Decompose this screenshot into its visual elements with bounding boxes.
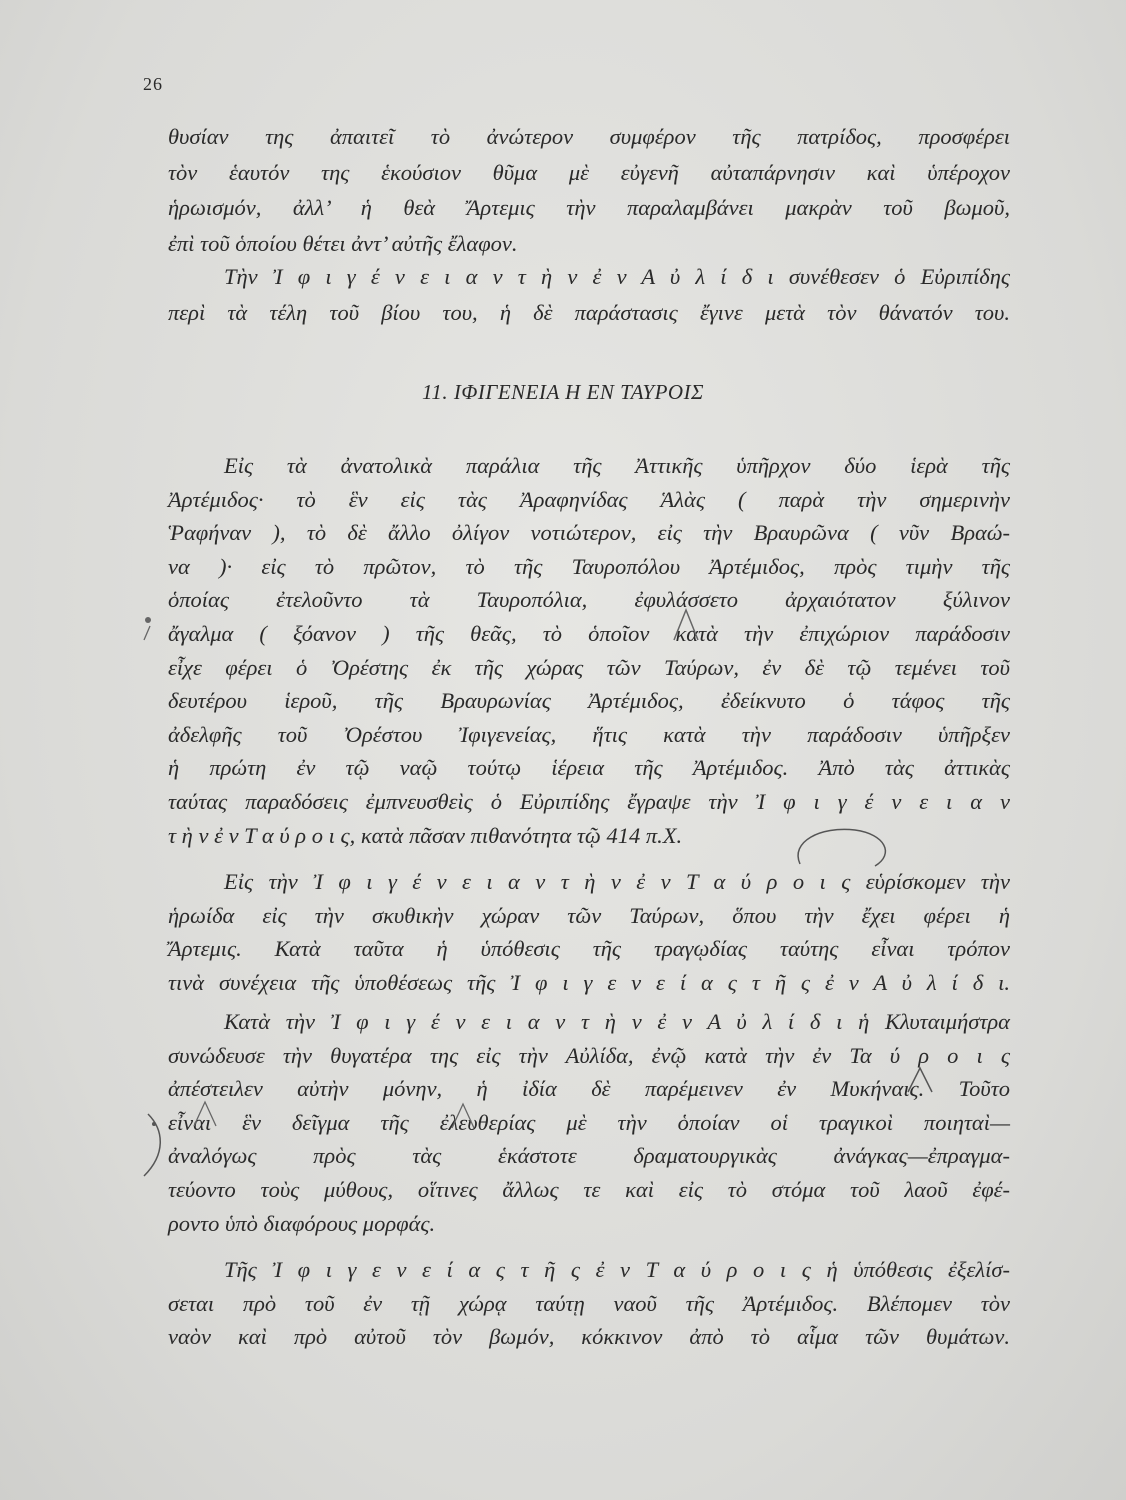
section-heading: 11. ΙΦΙΓΕΝΕΙΑ Η ΕΝ ΤΑΥΡΟΙΣ [421, 380, 705, 404]
text-line: ἡρωισμόν, ἀλλ’ ἡ θεὰ Ἄρτεμις τὴν παραλαμβάνει μακρὰν τοῦ βωμοῦ, [168, 195, 1010, 220]
pencil-correction-mark [668, 606, 708, 646]
margin-bullet-mark [140, 612, 160, 642]
text-line: ναὸν καὶ πρὸ αὐτοῦ τὸν βωμόν, κόκκινον ἀπὸ τὸ αἷμα τῶν θυμάτων. [168, 1324, 1010, 1350]
text-line: ἀδελφῆς τοῦ Ὀρέστου Ἰφιγενείας, ἥτις κατὰ τὴν παράδοσιν ὑπῆρξεν [168, 721, 1010, 747]
text-line: συνώδευσε τὴν θυγατέρα της εἰς τὴν Αὐλίδα, ἐνῷ κατὰ τὴν ἐν Τα ύ ρ ο ι ς [168, 1042, 1010, 1068]
text-line: Ἀρτέμιδος· τὸ ἓν εἰς τὰς Ἀραφηνίδας Ἁλὰς ( παρὰ τὴν σημερινὴν [168, 486, 1010, 512]
text-line: ἡρωίδα εἰς τὴν σκυθικὴν χώραν τῶν Ταύρων, ὅπου τὴν ἔχει φέρει ἡ [168, 902, 1010, 928]
pencil-circle-mark [780, 820, 900, 880]
text-line: ἀναλόγως πρὸς τὰς ἑκάστοτε δραματουργικὰς ἀνάγκας—ἐπραγμα- [168, 1143, 1010, 1169]
paragraph-3 [168, 449, 1010, 852]
text-line: ὁποίας ἐτελοῦντο τὰ Ταυροπόλια, ἐφυλάσσετο ἀρχαιότατον ξύλινον [168, 587, 1010, 613]
text-line: Εἰς τὴν Ἰ φ ι γ έ ν ε ι α ν τ ὴ ν ἐ ν Τ α ύ ρ ο ι ς εὑρίσκομεν τὴν [224, 869, 1010, 894]
paragraph-4 [168, 865, 1010, 999]
text-line: ταύτας παραδόσεις ἐμπνευσθεὶς ὁ Εὐριπίδης ἔγραψε τὴν Ἰ φ ι γ έ ν ε ι α ν [168, 788, 1010, 814]
text-line: εἶχε φέρει ὁ Ὀρέστης ἐκ τῆς χώρας τῶν Ταύρων, ἐν δὲ τῷ τεμένει τοῦ [168, 654, 1010, 680]
text-line: ροντο ὑπὸ διαφόρους μορφάς. [168, 1210, 436, 1236]
pencil-caret-mark [448, 1100, 478, 1132]
text-line: τ ὴ ν ἐ ν Τ α ύ ρ ο ι ς, κατὰ πᾶσαν πιθανότητα τῷ 414 π.Χ. [168, 822, 683, 848]
pencil-caret-mark [190, 1098, 220, 1130]
text-line: ἀπέστειλεν αὐτὴν μόνην, ἡ ἰδία δὲ παρέμεινεν ἐν Μυκήναις. Τοῦτο [168, 1076, 1010, 1102]
text-line: ἡ πρώτη ἐν τῷ ναῷ τούτῳ ἱέρεια τῆς Ἀρτέμιδος. Ἀπὸ τὰς ἀττικὰς [168, 755, 1010, 781]
paragraph-6 [168, 1253, 1010, 1354]
pencil-margin-mark [130, 1110, 180, 1180]
text-line: σεται πρὸ τοῦ ἐν τῇ χώρᾳ ταύτῃ ναοῦ τῆς Ἀρτέμιδος. Βλέπομεν τὸν [168, 1290, 1010, 1316]
text-line: θυσίαν της ἀπαιτεῖ τὸ ἀνώτερον συμφέρον τῆς πατρίδος, προσφέρει [168, 124, 1010, 149]
text-line: εἶναι ἓν δεῖγμα τῆς ἐλευθερίας μὲ τὴν ὁποίαν οἱ τραγικοὶ ποιηταὶ— [168, 1109, 1010, 1135]
text-line: δευτέρου ἱεροῦ, τῆς Βραυρωνίας Ἀρτέμιδος, ἐδείκνυτο ὁ τάφος τῆς [168, 688, 1010, 714]
text-line: περὶ τὰ τέλη τοῦ βίου του, ἡ δὲ παράστασις ἔγινε μετὰ τὸν θάνατόν του. [168, 299, 1010, 325]
text-line: Εἰς τὰ ἀνατολικὰ παράλια τῆς Ἀττικῆς ὑπῆρχον δύο ἱερὰ τῆς [224, 453, 1010, 478]
text-line: Κατὰ τὴν Ἰ φ ι γ έ ν ε ι α ν τ ὴ ν ἐ ν Α ὐ λ ί δ ι ἡ Κλυταιμήστρα [224, 1009, 1010, 1034]
text-line: ἐπὶ τοῦ ὁποίου θέτει ἀντ’ αὐτῆς ἔλαφον. [168, 230, 518, 256]
text-line: ἄγαλμα ( ξόανον ) τῆς θεᾶς, τὸ ὁποῖον κατὰ τὴν ἐπιχώριον παράδοσιν [168, 620, 1010, 646]
text-line: να )· εἰς τὸ πρῶτον, τὸ τῆς Ταυροπόλου Ἀρτέμιδος, πρὸς τιμὴν τῆς [168, 553, 1010, 579]
text-line: Ῥαφήναν ), τὸ δὲ ἄλλο ὀλίγον νοτιώτερον, εἰς τὴν Βραυρῶνα ( νῦν Βραώ- [168, 520, 1010, 546]
text-line: τεύοντο τοὺς μύθους, οἵτινες ἄλλως τε καὶ εἰς τὸ στόμα τοῦ λαοῦ ἐφέ- [168, 1176, 1010, 1202]
paragraph-1 [168, 119, 1010, 261]
text-line: Ἄρτεμις. Κατὰ ταῦτα ἡ ὑπόθεσις τῆς τραγῳδίας ταύτης εἶναι τρόπον [168, 936, 1010, 962]
paragraph-5 [168, 1005, 1010, 1240]
text-line: τὸν ἑαυτόν της ἑκούσιον θῦμα μὲ εὐγενῆ αὐταπάρνησιν καὶ ὑπέροχον [168, 159, 1010, 185]
text-line: Τῆς Ἰ φ ι γ ε ν ε ί α ς τ ῆ ς ἐ ν Τ α ύ ρ ο ι ς ἡ ὑπόθεσις ἐξελίσ- [224, 1257, 1010, 1282]
text-line: Τὴν Ἰ φ ι γ έ ν ε ι α ν τ ὴ ν ἐ ν Α ὐ λ ί δ ι συνέθεσεν ὁ Εὐριπίδης [224, 264, 1010, 289]
pencil-caret-mark [900, 1060, 940, 1100]
page-number: 26 [143, 74, 163, 94]
text-line: τινὰ συνέχεια τῆς ὑποθέσεως τῆς Ἰ φ ι γ ε ν ε ί α ς τ ῆ ς ἐ ν Α ὐ λ ί δ ι. [168, 969, 1010, 995]
paragraph-2 [168, 259, 1010, 330]
